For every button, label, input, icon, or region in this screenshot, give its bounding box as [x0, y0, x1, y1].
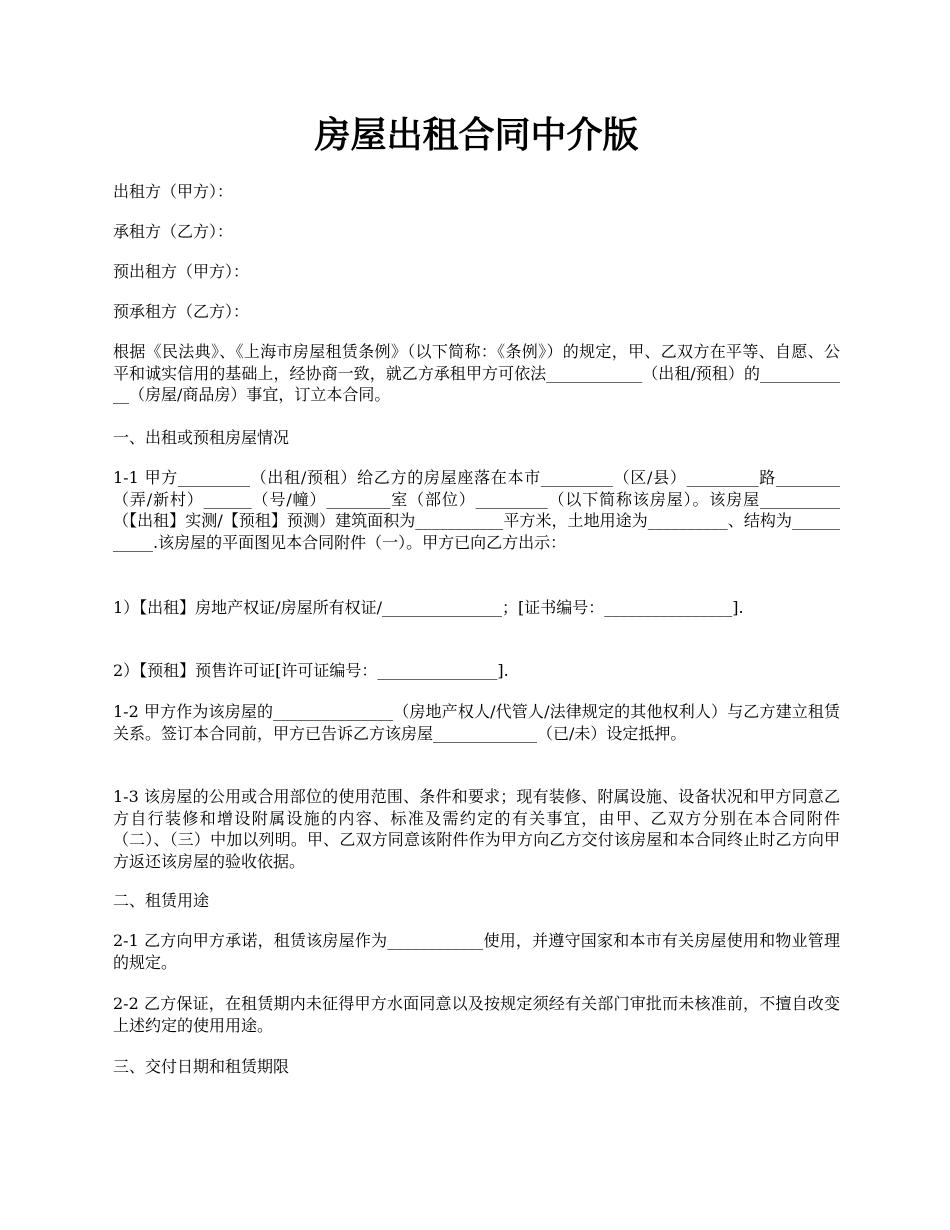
clause-2-1: 2-1 乙方向甲方承诺，租赁该房屋作为____________使用，并遵守国家和本市有关房屋使用和物业管理的规定。 — [113, 931, 840, 972]
clause-1-1-item-2: 2）【预租】预售许可证[许可证编号：_______________]. — [113, 661, 509, 680]
document-title: 房屋出租合同中介版 — [314, 115, 639, 156]
clause-1-2: 1-2 甲方作为该房屋的_______________（房地产权人/代管人/法律规定的其他权利人）与乙方建立租赁关系。签订本合同前，甲方已告诉乙方该房屋_____________（已/未）设定抵押。 — [113, 702, 840, 743]
section-heading-1: 一、出租或预租房屋情况 — [113, 428, 290, 447]
clause-1-1: 1-1 甲方_________（出租/预租）给乙方的房屋座落在本市_________（区/县）_________路________（弄/新村）______（号/幢）________室（部位）_________（以下简称该房屋）。该房屋__________（【出租】实测/【预租】预测）建筑面积为___________平方米，土地用途为__________、结构为___________.该房屋的平面图见本合同附件（一）。甲方已向乙方出示： — [113, 468, 840, 552]
pre-party-a-line: 预出租方（甲方）： — [113, 262, 250, 281]
clause-1-3: 1-3 该房屋的公用或合用部位的使用范围、条件和要求；现有装修、附属设施、设备状况和甲方同意乙方自行装修和增设附属设施的内容、标准及需约定的有关事宜，由甲、乙双方分别在本合同附件（二）、（三）中加以列明。甲、乙双方同意该附件作为甲方向乙方交付该房屋和本合同终止时乙方向甲方返还该房屋的验收依据。 — [113, 787, 840, 871]
clause-1-1-item-1: 1）【出租】房地产权证/房屋所有权证/_______________；[证书编号：________________]. — [113, 598, 744, 617]
pre-party-b-line: 预承租方（乙方）： — [113, 302, 250, 321]
party-a-line: 出租方（甲方）： — [113, 182, 234, 201]
section-heading-3: 三、交付日期和租赁期限 — [113, 1057, 290, 1076]
section-heading-2: 二、租赁用途 — [113, 891, 210, 910]
preamble-paragraph: 根据《民法典》、《上海市房屋租赁条例》（以下简称：《条例》）的规定，甲、乙双方在平等、自愿、公平和诚实信用的基础上，经协商一致，就乙方承租甲方可依法____________（出租/预租）的____________（房屋/商品房）事宜，订立本合同。 — [113, 342, 840, 404]
party-b-line: 承租方（乙方）： — [113, 222, 234, 241]
clause-2-2: 2-2 乙方保证，在租赁期内未征得甲方水面同意以及按规定须经有关部门审批而未核准前，不擅自改变上述约定的使用用途。 — [113, 994, 840, 1035]
